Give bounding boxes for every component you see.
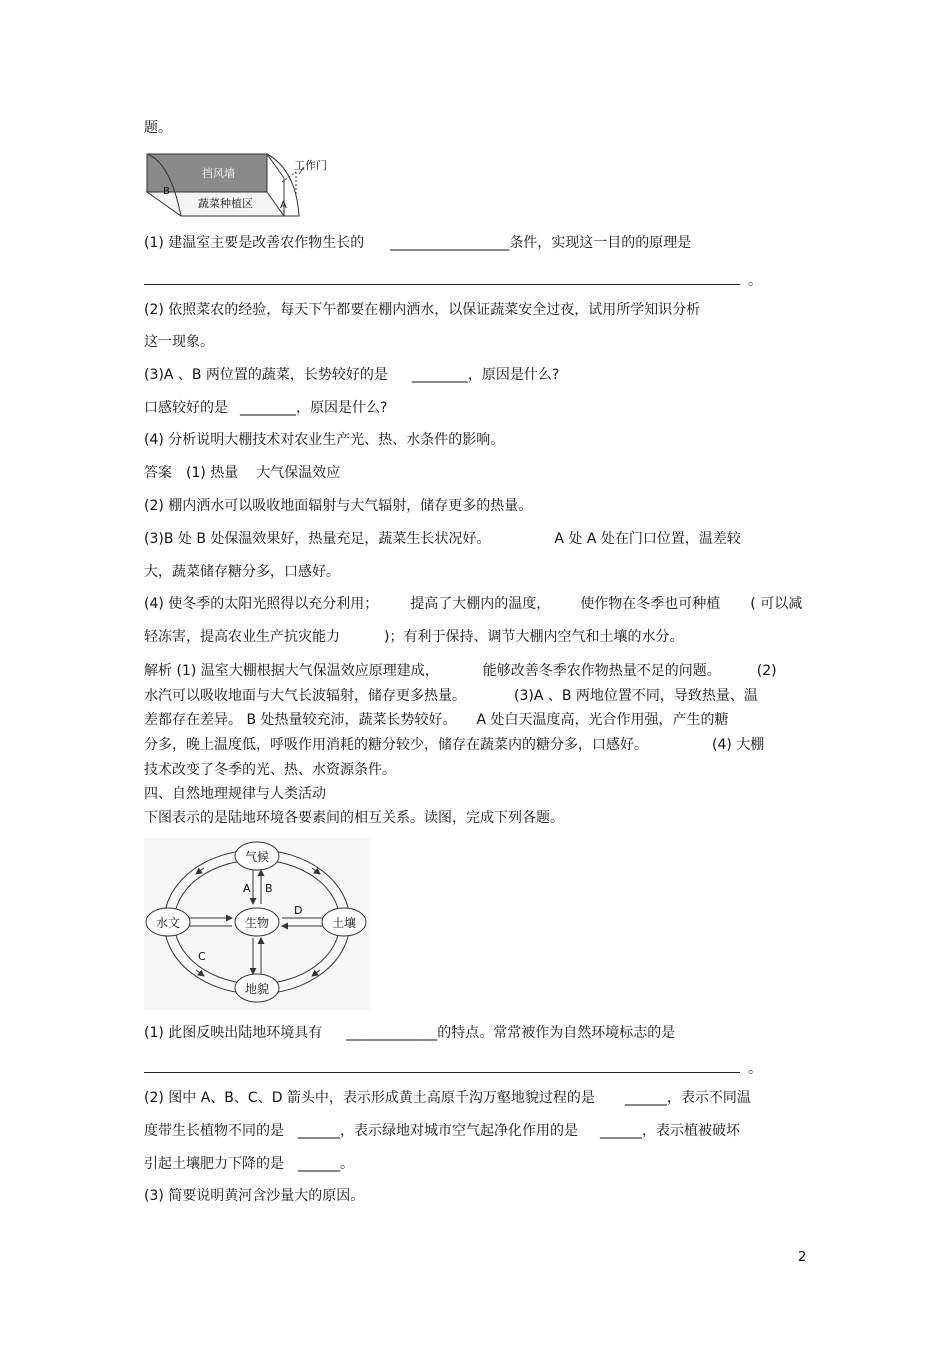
answer-4-part2: 提高了大棚内的温度， [410, 596, 551, 612]
p2-text-1b: ，表示不同温 [666, 1090, 751, 1106]
node-soil: 土壤 [332, 916, 357, 930]
analysis-4a: 分多，晚上温度低，呼吸作用消耗的糖分较少，储存在蔬菜内的糖分多，口感好。 [144, 737, 648, 753]
label-a: A [243, 882, 251, 895]
p2-blank-1: ______ [624, 1090, 667, 1106]
door-label: 工作门 [294, 159, 327, 172]
answer-1-num: (1) 热量 [186, 465, 239, 481]
answer-2: (2) 棚内洒水可以吸收地面辐射与大气辐射，储存更多的热量。 [144, 498, 533, 514]
node-land: 地貌 [245, 982, 270, 996]
analysis-3a: 差都存在差异。 B 处热量较充沛，蔬菜长势较好。 [144, 712, 457, 728]
q3-text-b: ，原因是什么? [467, 367, 560, 383]
answer-3-part2: A 处 A 处在门口位置，温差较 [554, 531, 741, 547]
part-2-line1 [144, 1088, 751, 1108]
answer-4-line2-a: 轻冻害，提高农业生产抗灾能力 [144, 629, 340, 645]
section-intro: 下图表示的是陆地环境各要素间的相互关系。读图，完成下列各题。 [144, 810, 564, 826]
wall-label: 挡风墙 [202, 167, 235, 180]
area-label: 蔬菜种植区 [198, 197, 253, 210]
p2-blank-4: ______ [298, 1156, 340, 1172]
greenhouse-figure [144, 150, 344, 222]
answer-1-text: 大气保温效应 [256, 465, 341, 481]
answer-label: 答案 [144, 465, 172, 481]
answer-3-line2: 大，蔬菜储存糖分多，口感好。 [144, 564, 340, 580]
node-bio: 生物 [245, 916, 270, 930]
answer-3-line1 [144, 529, 741, 549]
analysis-1a: 解析 (1) 温室大棚根据大气保温效应原理建成， [144, 663, 439, 679]
q3-text-a: (3)A 、B 两位置的蔬菜，长势较好的是 [144, 367, 388, 383]
p2-text-2b: ，表示绿地对城市空气起净化作用的是 [340, 1123, 578, 1139]
analysis-line5: 技术改变了冬季的光、热、水资源条件。 [144, 762, 396, 778]
label-d: D [294, 904, 303, 917]
answer-4-part1: (4) 使冬季的太阳光照得以充分利用； [144, 596, 379, 612]
analysis-1b: 能够改善冬季农作物热量不足的问题。 [482, 663, 721, 679]
question-2-line2: 这一现象。 [144, 334, 214, 350]
p2-text-3b: 。 [340, 1156, 354, 1172]
q3-blank-b: ________ [240, 400, 296, 416]
analysis-line4 [144, 735, 764, 755]
q1-blank: _________________ [390, 235, 510, 251]
q1-prefix: (1) 建温室主要是改善农作物生长的 [144, 235, 365, 251]
continued-text: 题。 [144, 120, 172, 136]
point-b-label: B [163, 186, 170, 197]
answer-3-part1: (3)B 处 B 处保温效果好，热量充足，蔬菜生长状况好。 [144, 531, 491, 547]
analysis-3b: A 处白天温度高，光合作用强，产生的糖 [476, 712, 729, 728]
analysis-line3 [144, 710, 729, 730]
analysis-1c: (2) [756, 663, 777, 679]
q3-blank-a: ________ [411, 367, 468, 383]
part-2-line2 [144, 1121, 740, 1141]
analysis-2b: (3)A 、B 两地位置不同，导致热量、温 [514, 688, 758, 704]
label-c: C [198, 950, 206, 963]
label-b: B [265, 882, 273, 895]
part-2-line3 [144, 1154, 354, 1174]
q3-text-c: 口感较好的是 [144, 400, 228, 416]
point-a-label: A [280, 200, 287, 211]
p2-text-1a: (2) 图中 A、B、C、D 箭头中，表示形成黄土高原千沟万壑地貌过程的是 [144, 1090, 595, 1106]
question-3-line2 [144, 398, 387, 418]
question-1 [144, 233, 691, 253]
node-climate: 气候 [245, 850, 270, 864]
answer-4-line1 [144, 594, 802, 614]
question-4: (4) 分析说明大棚技术对农业生产光、热、水条件的影响。 [144, 432, 505, 448]
q3-text-d: ，原因是什么? [296, 400, 388, 416]
p2-text-2c: ，表示植被破坏 [642, 1123, 740, 1139]
p2-blank-2: ______ [298, 1123, 340, 1139]
answer-4-line2-b: )；有利于保持、调节大棚内空气和土壤的水分。 [384, 629, 684, 645]
answer-1 [144, 463, 340, 483]
part-3: (3) 简要说明黄河含沙量大的原因。 [144, 1188, 365, 1204]
analysis-line1 [144, 661, 777, 681]
p2-text-3a: 引起土壤肥力下降的是 [144, 1156, 284, 1172]
p2-blank-3: ______ [600, 1123, 642, 1139]
p1-answer-line [144, 1058, 762, 1079]
part-1 [144, 1023, 675, 1043]
long-blank [144, 270, 740, 285]
analysis-4b: (4) 大棚 [712, 737, 765, 753]
p1-blank: _____________ [346, 1025, 438, 1041]
p1-suffix: 的特点。常常被作为自然环境标志的是 [437, 1025, 676, 1041]
p2-text-2a: 度带生长植物不同的是 [144, 1123, 284, 1139]
section-heading: 四、自然地理规律与人类活动 [144, 786, 326, 802]
answer-4-part3: 使作物在冬季也可种植 [580, 596, 721, 612]
node-water: 水文 [156, 916, 181, 930]
question-2-line1: (2) 依照菜农的经验，每天下午都要在棚内洒水，以保证蔬菜安全过夜，试用所学知识分析 [144, 302, 701, 318]
page-number: 2 [798, 1250, 807, 1265]
q1-answer-line [144, 270, 762, 291]
p1-prefix: (1) 此图反映出陆地环境具有 [144, 1025, 323, 1041]
q1-suffix: 条件，实现这一目的的原理是 [509, 235, 692, 251]
answer-4-part4: ( 可以减 [750, 596, 803, 612]
analysis-line2 [144, 686, 758, 706]
environment-diagram [144, 838, 370, 1010]
long-blank [144, 1058, 740, 1073]
analysis-2a: 水汽可以吸收地面与大气长波辐射，储存更多热量。 [144, 688, 466, 704]
answer-4-line2 [144, 627, 683, 647]
end-mark: 。 [748, 273, 762, 289]
end-mark: 。 [748, 1061, 762, 1077]
question-3-line1 [144, 365, 559, 385]
